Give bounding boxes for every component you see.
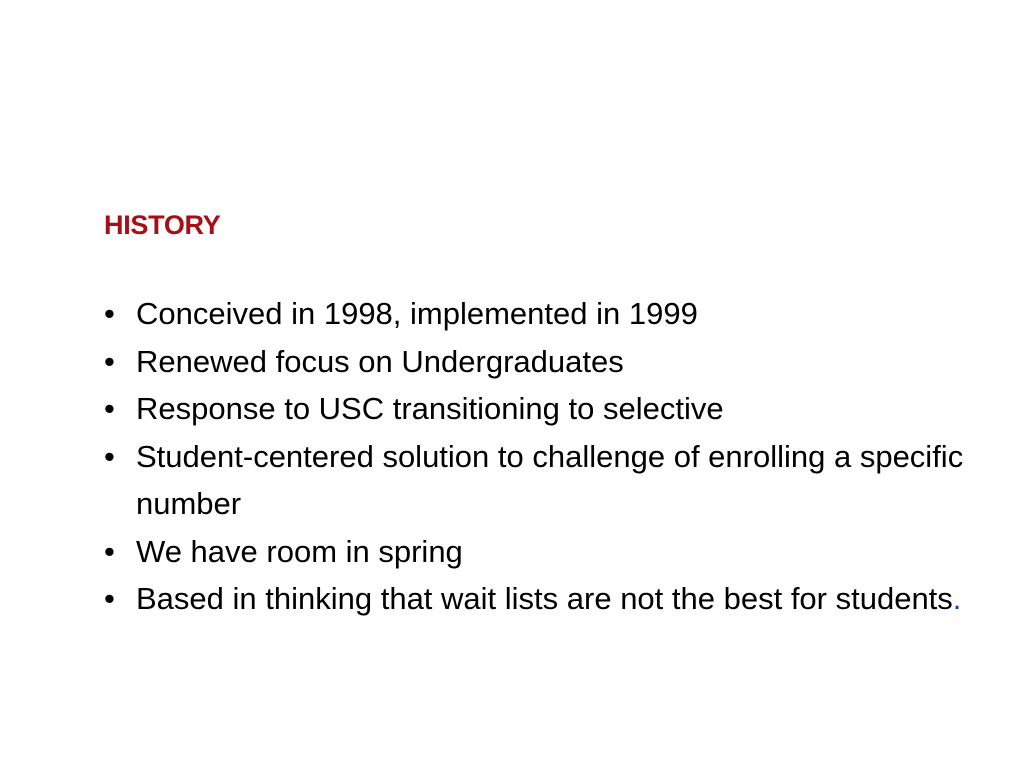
bullet-icon: •	[104, 343, 115, 379]
bullet-text: Conceived in 1998, implemented in 1999	[136, 296, 698, 331]
bullet-item	[104, 433, 984, 528]
bullet-icon: •	[104, 581, 115, 616]
bullet-icon: •	[104, 391, 115, 426]
bullet-icon: •	[104, 533, 115, 569]
bullet-text: Student-centered solution to challenge of enrolling a specific number	[136, 438, 964, 521]
bullet-item	[104, 528, 984, 576]
bullet-icon: •	[104, 296, 115, 331]
bullet-text: Based in thinking that wait lists are not the best for students	[136, 581, 953, 616]
bullet-item	[104, 385, 984, 433]
bullet-text: We have room in spring	[136, 533, 463, 569]
bullet-text: Response to USC transitioning to selective	[136, 391, 724, 426]
bullet-icon: •	[104, 438, 115, 474]
bullet-item	[104, 575, 984, 623]
bullet-item	[104, 338, 984, 386]
bullet-text: Renewed focus on Undergraduates	[136, 343, 624, 379]
bullet-period: .	[952, 581, 962, 616]
bullet-item	[104, 290, 984, 338]
slide-title: HISTORY	[104, 210, 221, 240]
bullet-list	[104, 290, 984, 623]
